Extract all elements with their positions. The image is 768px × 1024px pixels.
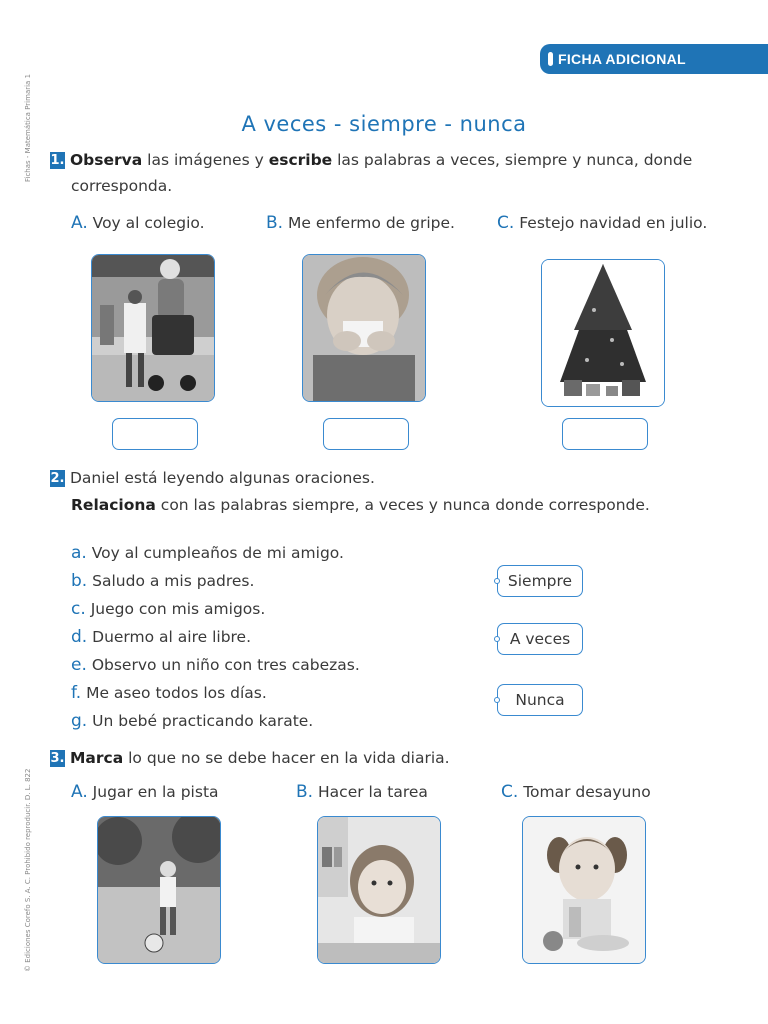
q1-item-c-text: Festejo navidad en julio. [519, 214, 708, 232]
answer-box-c[interactable] [562, 418, 648, 450]
q1-item-a-letter: A. [71, 213, 88, 233]
q2-item-g [71, 711, 313, 731]
q2-item-g-text: Un bebé practicando karate. [92, 712, 314, 730]
word-nunca-label: Nunca [515, 691, 565, 709]
q3-item-b-text: Hacer la tarea [318, 783, 428, 801]
q3-item-a-text: Jugar en la pista [92, 783, 219, 801]
side-text-bottom: © Ediciones Corefo S. A. C. Prohibido reproducir. D. L. 822 [24, 768, 32, 972]
photo-child-sneezing [302, 254, 426, 402]
q1-number: 1. [50, 153, 65, 168]
q1-item-c [497, 213, 707, 233]
word-a-veces[interactable] [497, 623, 583, 655]
word-a-veces-label: A veces [509, 630, 571, 648]
q1-bold-escribe: escribe [268, 151, 333, 169]
q1-text2: las palabras a veces, siempre y nunca, donde [332, 151, 693, 169]
q3-number: 3. [50, 751, 65, 766]
photo-christmas-tree [541, 259, 665, 407]
photo-doing-homework[interactable] [317, 816, 441, 964]
a-veces-connector-dot[interactable] [494, 636, 500, 642]
q2-item-b-text: Saludo a mis padres. [92, 572, 255, 590]
q2-item-f-letter: f. [71, 683, 82, 703]
q1-item-b-text: Me enfermo de gripe. [288, 214, 455, 232]
q1-item-c-letter: C. [497, 213, 515, 233]
q2-item-f [71, 683, 267, 703]
q2-item-a-text: Voy al cumpleaños de mi amigo. [91, 544, 344, 562]
badge-bullet-icon [548, 52, 553, 66]
q2-bold-relaciona: Relaciona [71, 496, 156, 514]
nunca-connector-dot[interactable] [494, 697, 500, 703]
q2-item-e [71, 655, 360, 675]
q1-item-b [266, 213, 455, 233]
q2-item-b-letter: b. [71, 571, 88, 591]
q3-bold-marca: Marca [70, 749, 124, 767]
q1-item-b-letter: B. [266, 213, 284, 233]
q1-instruction-line1 [50, 151, 692, 169]
ficha-adicional-badge [540, 44, 768, 74]
siempre-connector-dot[interactable] [494, 578, 500, 584]
q2-item-c-letter: c. [71, 599, 86, 619]
q3-text: lo que no se debe hacer en la vida diaria. [123, 749, 450, 767]
answer-box-b[interactable] [323, 418, 409, 450]
q2-number: 2. [50, 471, 65, 486]
answer-box-a[interactable] [112, 418, 198, 450]
q2-item-a-letter: a. [71, 543, 87, 563]
q2-item-g-letter: g. [71, 711, 88, 731]
q3-instruction [50, 749, 450, 767]
q2-item-c-text: Juego con mis amigos. [90, 600, 266, 618]
q1-item-a [71, 213, 205, 233]
q3-item-a-letter: A. [71, 782, 88, 802]
page-title: A veces - siempre - nunca [241, 112, 527, 136]
q3-item-a [71, 782, 219, 802]
q1-text1: las imágenes y [142, 151, 269, 169]
q2-item-d [71, 627, 251, 647]
q2-item-e-letter: e. [71, 655, 87, 675]
word-siempre-label: Siempre [507, 572, 573, 590]
side-text-top: Fichas - Matemática Primaria 1 [24, 73, 32, 182]
q2-item-e-text: Observo un niño con tres cabezas. [91, 656, 360, 674]
q2-line2: con las palabras siempre, a veces y nunca donde corresponde. [155, 496, 650, 514]
q3-item-b [296, 782, 428, 802]
q2-item-d-letter: d. [71, 627, 88, 647]
q2-item-b [71, 571, 254, 591]
q2-line1: Daniel está leyendo algunas oraciones. [70, 469, 375, 487]
q2-instruction-line1 [50, 469, 375, 487]
word-nunca[interactable] [497, 684, 583, 716]
q1-instruction-line2: corresponda. [71, 177, 173, 195]
q3-item-c-letter: C. [501, 782, 519, 802]
q1-bold-observa: Observa [70, 151, 143, 169]
q2-item-a [71, 543, 344, 563]
q2-item-c [71, 599, 265, 619]
photo-school-walk [91, 254, 215, 402]
badge-label: FICHA ADICIONAL [558, 51, 686, 67]
q1-item-a-text: Voy al colegio. [92, 214, 205, 232]
q3-item-c [501, 782, 651, 802]
photo-eating-breakfast[interactable] [522, 816, 646, 964]
word-siempre[interactable] [497, 565, 583, 597]
q2-item-f-text: Me aseo todos los días. [86, 684, 267, 702]
q2-instruction-line2 [71, 496, 650, 514]
photo-playing-on-street[interactable] [97, 816, 221, 964]
q3-item-c-text: Tomar desayuno [523, 783, 651, 801]
q3-item-b-letter: B. [296, 782, 314, 802]
q2-item-d-text: Duermo al aire libre. [92, 628, 252, 646]
